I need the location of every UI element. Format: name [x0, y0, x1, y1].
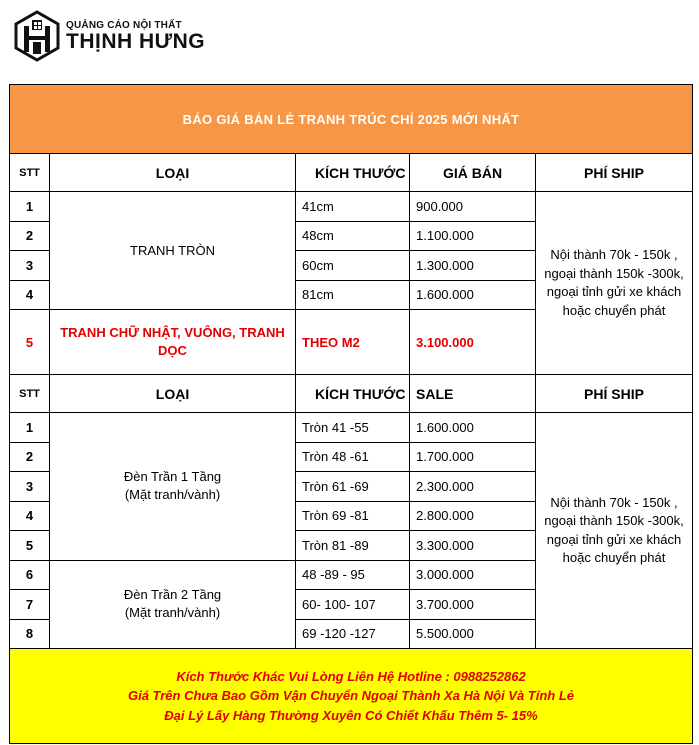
row-price: 1.600.000: [410, 413, 536, 443]
row-price: 1.100.000: [410, 221, 536, 251]
table-row: [10, 413, 693, 443]
product-type-round: TRANH TRÒN: [50, 192, 296, 310]
row-stt: 2: [10, 221, 50, 251]
lamp-2-sub: (Mặt tranh/vành): [124, 605, 221, 621]
table-header-2: [10, 375, 693, 413]
row-price: 2.300.000: [410, 472, 536, 502]
row-size: THEO M2: [296, 310, 410, 375]
row-price: 1.600.000: [410, 280, 536, 310]
footer-hotline: Kích Thước Khác Vui Lòng Liên Hệ Hotline : 0988252862: [176, 668, 526, 684]
header-size: KÍCH THƯỚC: [296, 154, 410, 192]
table-title: BÁO GIÁ BÁN LẺ TRANH TRÚC CHỈ 2025 MỚI NHẤT: [10, 85, 693, 154]
row-size: 60- 100- 107: [296, 590, 410, 620]
header-ship: PHÍ SHIP: [536, 375, 693, 413]
header-size: KÍCH THƯỚC: [296, 375, 410, 413]
row-price: 3.000.000: [410, 560, 536, 590]
header-stt: STT: [10, 154, 50, 192]
footer-shipping-note: Giá Trên Chưa Bao Gồm Vận Chuyển Ngoại Thành Xa Hà Nội Và Tỉnh Lẻ: [127, 688, 575, 704]
row-size: 48cm: [296, 221, 410, 251]
product-type-lamp-2: [50, 560, 296, 649]
row-stt: 5: [10, 531, 50, 561]
row-size: Tròn 61 -69: [296, 472, 410, 502]
row-stt: 3: [10, 251, 50, 281]
row-size: Tròn 69 -81: [296, 501, 410, 531]
footer-notes: [10, 649, 693, 744]
lamp-1-name: Đèn Trần 1 Tầng: [123, 469, 222, 485]
row-stt: 2: [10, 442, 50, 472]
row-size: Tròn 48 -61: [296, 442, 410, 472]
brand-logo: [14, 8, 205, 64]
row-price: 5.500.000: [410, 619, 536, 649]
house-logo-icon: [14, 10, 60, 62]
header-ship: PHÍ SHIP: [536, 154, 693, 192]
product-type-rect: TRANH CHỮ NHẬT, VUÔNG, TRANH DỌC: [50, 310, 296, 375]
logo-brand-name: THỊNH HƯNG: [66, 29, 206, 53]
row-stt: 4: [10, 280, 50, 310]
row-price: 3.100.000: [410, 310, 536, 375]
row-price: 900.000: [410, 192, 536, 222]
lamp-2-name: Đèn Trần 2 Tầng: [123, 587, 222, 603]
header-loai: LOẠI: [50, 375, 296, 413]
row-size: 69 -120 -127: [296, 619, 410, 649]
logo-tagline: QUẢNG CÁO NỘI THẤT: [66, 19, 182, 31]
header-sale: SALE: [410, 375, 536, 413]
row-size: Tròn 41 -55: [296, 413, 410, 443]
row-stt: 8: [10, 619, 50, 649]
row-price: 1.300.000: [410, 251, 536, 281]
row-price: 1.700.000: [410, 442, 536, 472]
row-stt: 1: [10, 192, 50, 222]
row-stt: 1: [10, 413, 50, 443]
table-row: [10, 192, 693, 222]
row-price: 3.700.000: [410, 590, 536, 620]
row-size: Tròn 81 -89: [296, 531, 410, 561]
row-price: 2.800.000: [410, 501, 536, 531]
row-stt: 5: [10, 310, 50, 375]
row-size: 48 -89 - 95: [296, 560, 410, 590]
row-stt: 6: [10, 560, 50, 590]
table-header-1: [10, 154, 693, 192]
row-stt: 7: [10, 590, 50, 620]
lamp-1-sub: (Mặt tranh/vành): [124, 487, 221, 503]
row-stt: 4: [10, 501, 50, 531]
shipping-fee-1: Nội thành 70k - 150k , ngoại thành 150k -300k, ngoại tỉnh gửi xe khách hoặc chuyển phát: [536, 192, 693, 375]
footer-dealer-note: Đại Lý Lấy Hàng Thường Xuyên Có Chiết Khấu Thêm 5- 15%: [164, 707, 538, 723]
header-stt: STT: [10, 375, 50, 413]
header-price: GIÁ BÁN: [410, 154, 536, 192]
product-type-lamp-1: [50, 413, 296, 561]
row-size: 60cm: [296, 251, 410, 281]
row-size: 41cm: [296, 192, 410, 222]
row-size: 81cm: [296, 280, 410, 310]
row-price: 3.300.000: [410, 531, 536, 561]
shipping-fee-2: Nội thành 70k - 150k , ngoại thành 150k -300k, ngoại tỉnh gửi xe khách hoặc chuyển phát: [536, 413, 693, 649]
price-table: [9, 84, 693, 744]
row-stt: 3: [10, 472, 50, 502]
header-loai: LOẠI: [50, 154, 296, 192]
